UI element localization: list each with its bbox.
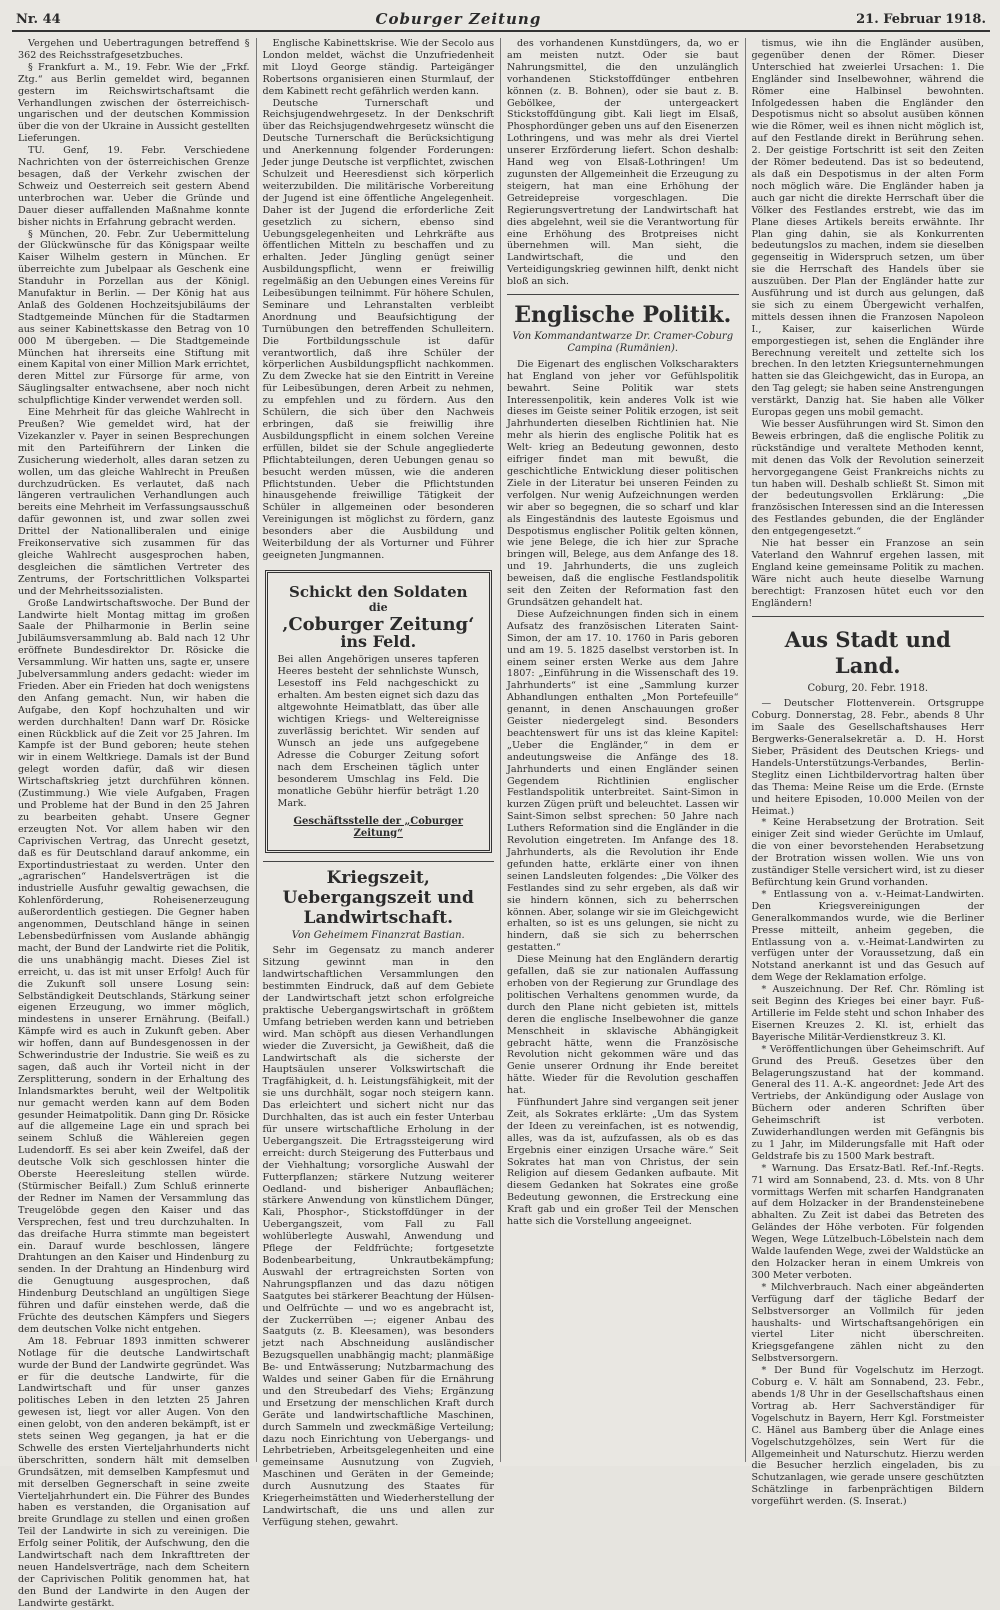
paragraph: des vorhandenen Kunstdüngers, da, wo er am meisten nutzt. Oder sie baut Nahrungsmittel, die den unzulänglich vorhandenen Stickstoffdünger entbehren können (z. B. Bohnen), oder sie baut z. B. Gebölkee, der untergeackert Stickstoffdüngung gibt. Kali liegt im Elsaß, Phosphordünger geben uns auf den Eisenerzen Lothringens, und was mehr als drei Viertel unserer Erzförderung liefert. Schon deshalb: Hand weg von Elsaß-Lothringen! Um zugunsten der Allgemeinheit die Erzeugung zu steigern, hat man eine Erhöhung der Getreidepreise vorgeschlagen. Die Regierungsvertretung der Landwirtschaft hat dies abgelehnt, weil sie die Verantwortung für eine Erhöhung des Brotpreises nicht übernehmen will. Man sieht, die Landwirtschaft, die und den Verteidigungskrieg gewinnen hilft, denkt nicht bloß an sich. — [507, 38, 739, 288]
news-item: * Veröffentlichungen über Geheimschrift. Auf Grund des Preuß. Gesetzes über den Belagerungszustand hat der kommand. General des 11. A.-K. angeordnet: Jede Art des Vertriebs, der Ankündigung oder Auslage von Büchern oder anderen Schriften über Geheimschrift ist verboten. Zuwiderhandlungen werden mit Gefängnis bis zu 1 Jahr, im Milderungsfalle mit Haft oder Geldstrafe bis zu 1500 Mark bestraft. — [751, 1043, 984, 1162]
page-header — [12, 8, 990, 32]
column-2 — [257, 38, 502, 1528]
dateline: Coburg, 20. Febr. 1918. — [807, 682, 928, 694]
article-byline: Von Geheimem Finanzrat Bastian. — [291, 929, 465, 941]
advert-newspaper-name: ‚Coburger Zeitung‘ — [282, 613, 475, 635]
paragraph: Am 18. Februar 1893 inmitten schwerer Notlage für die deutsche Landwirtschaft wurde der Bund der Landwirte gegründet. Was er für die deutsche Landwirte, für die Landwirtschaft und für unser ganzes politisches Leben in den letzten 25 Jahren gewesen ist, liegt vor aller Augen. Von den einen gelobt, von den anderen bekämpft, ist er stets seinen Weg gegangen, ja hat er die Schwelle des ersten Vierteljahrhunderts nicht überschritten, sondern hält mit demselben Grundsätzen, mit demselben Kampfesmut und mit derselben Gegnerschaft in seine zweite Vierteljahrhundert ein. Die Führer des Bundes haben es verstanden, die Organisation auf breite Grundlage zu stellen und einen großen Teil der Landwirte in sich zu vereinigen. Die Erfolg seiner Politik, der Aufschwung, den die Landwirtschaft nach dem Inkrafttreten der neuen Handelsverträge, nach dem Scheitern der Caprivischen Politik genommen hat, hat den Bund der Landwirte in den Augen der Landwirte gestärkt. — [18, 1335, 250, 1609]
news-item: * Der Bund für Vogelschutz im Herzogt. Coburg e. V. hält am Sonnabend, 23. Febr., abends 1/8 Uhr in der Gesellschaftshaus einen Vortrag ab. Herr Sachverständiger für Vogelschutz in Bayern, Herr Kgl. Forstmeister C. Hänel aus Bamberg über die Anlage eines Vogelschutzgehölzes, sein Wert für die Allgemeinheit und Naturschutz. Hierzu werden die Besucher herzlich eingeladen, bis zu Schutzanlagen, wie gerade unsere geschützten Schätzlinge in farbenprächtigen Bildern vorgeführt werden. (S. Inserat.) — [751, 1365, 984, 1508]
paragraph: Große Landwirtschaftswoche. Der Bund der Landwirte hielt Montag mittag im großen Saale der Philharmonie in Berlin seine Jubiläumsversammlung ab. Bald nach 12 Uhr eröffnete Bundesdirektor Dr. Rösicke die Versammlung. Wir hatten uns, sagte er, unsere Jubelversammlung anders gedacht: wieder im Frieden. Aber ein Frieden hat doch wenigstens den Anfang gemacht. Nun, wir haben die Aufgabe, den Kopf hochzuhalten und wir werden durchhalten! Dann warf Dr. Rösicke einen Rückblick auf die Zeit vor 25 Jahren. Im Kampfe ist der Bund geboren; heute stehen wir in einem Weltkriege. Damals ist der Bund gelegt worden dafür, daß wir diesen Wirtschaftskrieg jetzt durchführen können. (Zustimmung.) Wie viele Aufgaben, Fragen und Probleme hat der Bund in den 25 Jahren zu bearbeiten gehabt. Unsere Gegner erzeugten Not. Vor allem haben wir den Caprivischen Vertrag, das Unrecht gesetzt, daß es für Deutschland darauf ankomme, ein Exportindustriestaat zu werden. Unter den „agrarischen“ Handelsverträgen ist die industrielle Ausfuhr gewaltig gewachsen, die Kohlenförderung, Roheisenerzeugung außerordentlich gestiegen. Die Gegner haben angenommen, Deutschland hänge in seinen Lebensbedürfnissen vom Auslande abhängig macht, der Bund der Landwirte riet die Politik, die uns unabhängig macht. Dieses Ziel ist erreicht, u. das ist mit unser Erfolg! Auch für die Zukunft soll unsere Losung sein: Selbständigkeit Deutschlands, Stärkung seiner eigenen Erzeugung, wo immer möglich, mindestens in unserer Ernährung. (Beifall.) Kämpfe wird es auch in Zukunft geben. Aber wir hoffen, dann auf Bundesgenossen in der Schwerindustrie der Industrie. Sie weiß es zu sagen, daß auch ihr Vorteil nicht in der Zersplitterung, sondern in der Erhaltung des Inlandsmarktes beruht, weil der Weltpolitik nur gemacht werden kann auf dem Boden gesunder Heimatpolitik. Dann ging Dr. Rösicke auf die allgemeine Lage ein und sprach bei seinem Schluß die Wählereien gegen Ludendorff. Es sei aber kein Zweifel, daß der deutsche Volk sich geschlossen hinter die Oberste Heeresleitung stellen würde. (Stürmischer Beifall.) Zum Schluß erinnerte der Redner im Namen der Versammlung das Treugelöbde gegen den Kaiser und das Versprechen, fest und treu durchzuhalten. In das dreifache Hurra stimmte man begeistert ein. Darauf wurde beschlossen, längere Drahtungen an den Kaiser und Hindenburg zu senden. In der Drahtung an Hindenburg wird die Genugtuung ausgesprochen, daß Hindenburg Deutschland an ungültigen Siege führen und dafür einstehen werde, daß die Früchte des deutschen Kämpfers und Siegers dem deutschen Volke nicht entgehen. — [18, 597, 250, 1335]
paragraph: Eine Mehrheit für das gleiche Wahlrecht in Preußen? Wie gemeldet wird, hat der Vizekanzler v. Payer in seinen Besprechungen mit den Parteiführern der Linken die Zusicherung wiederholt, alles daran setzen zu wollen, um das gleiche Wahlrecht in Preußen durchzudrücken. Es verlautet, daß nach längeren vertraulichen Verhandlungen auch bereits eine Mehrheit im Verfassungsausschuß dafür gewonnen ist, und zwar sollen zwei Drittel der Nationalliberalen und einige Freikonservative sich zusammen für das gleiche Wahlrecht ausgesprochen haben, desgleichen die sämtlichen Vertreter des Zentrums, der Fortschrittlichen Volkspartei und der Mehrheitssozialisten. — [18, 407, 250, 597]
subscription-advert — [265, 570, 493, 853]
paragraph: Diese Aufzeichnungen finden sich in einem Aufsatz des französischen Literaten Saint-Simon, der am 17. 10. 1760 in Paris geboren und am 19. 5. 1825 daselbst verstorben ist. In einem seiner ersten Werke aus dem Jahre 1807: „Einführung in die Wissenschaft des 19. Jahrhunderts“ ist eine „Sammlung kurzer Abhandlungen enthalten „Mon Portefeuille“ genannt, in denen Anschauungen großer Geister niedergelegt sind. Besonders beachtenswert für uns ist das kleine Kapitel: „Ueber die Engländer,“ in dem er andeutungsweise die Anfänge des 18. Jahrhunderts und einen Engländer seinen Gegendem Richtlinien englischer Festlandspolitik unterbreitet. Saint-Simon in kurzen Zügen prüft und beleuchtet. Lassen wir Saint-Simon selbst sprechen: 50 Jahre nach Luthers Reformation sind die Engländer in die Revolution eingetreten. Im Anfange des 18. Jahrhunderts, als die Revolution ihr Ende gefunden hatte, erklärte einer von ihnen seinen Landsleuten folgendes: „Die Völker des Festlandes sind zu sehr ergeben, als daß wir sie hindern können, sich zu beherrschen können. Aber, solange wir sie im Gleichgewicht erhalten, so ist es uns gelungen, sie nicht zu hindern, daß sie sich zu beherrschen gestatten.“ — [507, 608, 739, 954]
divider — [263, 861, 495, 862]
article-title: Kriegszeit, Uebergangszeit und Landwirtschaft. — [282, 867, 474, 928]
section-title: Aus Stadt und Land. — [784, 626, 951, 678]
issue-date: 21. Februar 1918. — [856, 11, 986, 27]
column-4 — [746, 38, 991, 1508]
paragraph: Deutsche Turnerschaft und Reichsjugendwehrgesetz. In der Denkschrift über das Reichsjugendwehrgesetz wünscht die Deutsche Turnerschaft die Berücksichtigung und Anerkennung folgender Forderungen: Jeder junge Deutsche ist verpflichtet, zwischen Schulzeit und Heeresdienst sich körperlich weiterzubilden. Die militärische Vorbereitung der Jugend ist eine öffentliche Angelegenheit. Daher ist der Jugend die erforderliche Zeit gesetzlich zu sichern, ebenso sind Uebungsgelegenheiten und Lehrkräfte aus öffentlichen Mitteln zu beschaffen und zu erhalten. Jeder Jüngling genügt seiner Ausbildungspflicht, wenn er freiwillig regelmäßig an den Uebungen eines Vereins für Leibesübungen teilnimmt. Für höhere Schulen, Seminare und Lehranstalten verbleibt Anordnung und Beaufsichtigung der Turnübungen den betreffenden Schulleitern. Die Fortbildungsschule ist dafür verantwortlich, daß ihre Schüler der körperlichen Ausbildungspflicht nachkommen. Zu dem Zwecke hat sie den Eintritt in Vereine für Leibesübungen, deren Arbeit zu nehmen, zu empfehlen und zu fördern. Aus den Schülern, die sich über den Nachweis erbringen, daß sie freiwillig ihre Ausbildungspflicht in einem solchen Vereine erfüllen, bildet sie der Schule angegliederte Pflichtabteilungen, deren Uebungen genau so besucht werden müssen, wie die anderen Pflichtstunden. Ueber die Pflichtstunden hinausgehende freiwillige Tätigkeit der Schüler in allgemeinen oder besonderen Vereinigungen ist möglichst zu fördern, ganz besonders aber die Ausbildung und Weiterbildung der als Vorturner und Führer geeigneten Jungmannen. — [262, 97, 494, 561]
masthead: Coburger Zeitung — [375, 10, 542, 28]
column-3 — [501, 38, 746, 1462]
paragraph: § Frankfurt a. M., 19. Febr. Wie der „Frkf. Ztg.“ aus Berlin gemeldet wird, begannen gestern im Reichswirtschaftsamt die Verhandlungen zwischen der österreichisch-ungarischen und der deutschen Kommission über die von der Ukraine in Aussicht gestellten Lieferungen. — [18, 61, 250, 145]
paragraph: Fünfhundert Jahre sind vergangen seit jener Zeit, als Sokrates erklärte: „Um das System der Ideen zu vereinfachen, ist es notwendig, alles, was da ist, aufzufassen, als ob es das Ergebnis einer einzigen Ursache wäre.“ Seit Sokrates hat man von Christus, der sein Religion auf diesem Gedanken aufbaute. Mit diesem Gedanken hat Sokrates eine große Bedeutung gewonnen, die Erstreckung eine Kraft gab und ein großer Teil der Menschen hatte sich die Vorstellung angeeignet. — [507, 1097, 739, 1228]
news-item: * Auszeichnung. Der Ref. Chr. Römling ist seit Beginn des Krieges bei einer bayr. Fuß-Artillerie im Felde steht und schon Inhaber des Eisernen Kreuzes 2. Kl. ist, erhielt das Bayerische Militär-Verdienstkreuz 3. Kl. — [751, 984, 984, 1043]
news-item: * Entlassung von a. v.-Heimat-Landwirten. Den Kriegsvereinigungen der Generalkommandos wurde, wie die Berliner Presse mitteilt, anheim gegeben, die Entlassung von a. v.-Heimat-Landwirten zu verfügen unter der Voraussetzung, daß ein Notstand anerkannt ist und das Gesuch auf dem Wege der Reklamation erfolge. — [751, 888, 984, 984]
advert-headline: Schickt den Soldaten — [288, 582, 468, 601]
news-item: — Deutscher Flottenverein. Ortsgruppe Coburg. Donnerstag, 28. Febr., abends 8 Uhr im Saale des Gesellschaftshauses Herr Bergwerks-Generalsekretär a. D. H. Horst Sieber, Präsident des Deutschen Kriegs- und Handels-Unterstützungs-Verbandes, Berlin-Steglitz einen Lichtbildervortrag halten über das Thema: Meine Reise um die Erde. (Ernste und heitere Episoden, 10.000 Meilen von der Heimat.) — [751, 698, 984, 817]
issue-number: Nr. 44 — [16, 11, 61, 27]
paragraph: Englische Kabinettskrise. Wie der Secolo aus London meldet, wächst die Unzufriedenheit mit Lloyd George ständig. Parteigänger Robertsons organisieren einen Sturmlauf, der dem Kabinett recht gefährlich werden kann. — [262, 38, 494, 97]
advert-signature: Geschäftsstelle der „Coburger Zeitung“ — [293, 815, 464, 839]
article-byline: Von Kommandantwarze Dr. Cramer-Coburg Campina (Rumänien). — [512, 331, 734, 354]
column-1 — [12, 38, 257, 1609]
paragraph: tismus, wie ihn die Engländer ausüben, gegenüber denen der Römer. Dieser Unterschied hat zweierlei Ursachen: 1. Die Engländer sind Inselbewohner, während die Römer eine Halbinsel bewohnten. Infolgedessen haben die Engländer den Despotismus nicht so absolut ausüben können wie die Römer, weil es ihnen nicht möglich ist, auf den Festlande direkt in Berührung sehen. 2. Der geistige Fortschritt ist seit den Zeiten der Römer bedeutend. Das ist so bedeutend, als daß ein Despotismus in der alten Form noch möglich wäre. Die Engländer haben ja auch gar nicht die direkte Herrschaft über die Völker des Festlandes erstrebt, wie das im Plane dieses Artikels bereits erwähnte. Ihr Plan ging dahin, sie als Konkurrenten bedeutungslos zu machen, indem sie dieselben gegenseitig in Widerspruch setzen, um über sie die Herrschaft des Handels über sie auszuüben. Der Plan der Engländer hatte zur Ausführung und ist durch aus gelungen, daß sie sich zu einem Übergewicht verhalfen, mittels dessen ihnen die Franzosen Napoleon I., Kaiser, zur kaiserlichen Würde emporgestiegen ist, sehen die Engländer ihre Berechnung vereitelt und zettelte sich los brechen. In den letzten Kriegsunternehmungen hatten sie das Gleichgewicht, das in Europa, an den Tag gelegt; sie haben seine Anstrengungen verstärkt, Danzig hat. Sie haben alle Völker Europas gegen uns mobil gemacht. — [751, 38, 984, 419]
news-item: * Warnung. Das Ersatz-Batl. Ref.-Inf.-Regts. 71 wird am Sonnabend, 23. d. Mts. von 8 Uhr vormittags Werfen mit scharfen Handgranaten auf dem Holzacker in der Brandensteinebene abhalten. Zu Zeit ist dabei das Betreten des Geländes der Höhe verboten. Für folgenden Wegen, Wege Lützelbuch-Löbelstein nach dem Walde laufenden Wege, zwei der Waldstücke an den Holzacker heran in einem Umkreis von 300 Meter verboten. — [751, 1162, 984, 1281]
advert-headline-end: ins Feld. — [340, 631, 417, 651]
news-item: * Keine Herabsetzung der Brotration. Seit einiger Zeit sind wieder Gerüchte im Umlauf, die von einer bevorstehenden Herabsetzung der Brotration wissen wollen. Wie uns von zuständiger Stelle versichert wird, ist zu dieser Befürchtung kein Grund vorhanden. — [751, 817, 984, 888]
divider — [752, 616, 985, 617]
news-item: * Milchverbrauch. Nach einer abgeänderten Verfügung darf der tägliche Bedarf der Selbstversorger an Vollmilch für jeden haushalts- und Wirtschaftsangehörigen ein viertel Liter nicht überschreiten. Kriegsgefangene zählen nicht zu den Selbstversorgern. — [751, 1281, 984, 1365]
paragraph: Sehr im Gegensatz zu manch anderer Sitzung gewinnt man in den landwirtschaftlichen Versammlungen den bestimmten Eindruck, daß auf dem Gebiete der Landwirtschaft jetzt schon erfolgreiche praktische Uebergangswirtschaft in größtem Umfang betrieben werden kann und betrieben wird. Man schöpft aus diesen Verhandlungen wieder die Zuversicht, ja Gewißheit, daß die Landwirtschaft als die sicherste der Hauptsäulen unserer Volkswirtschaft die Tragfähigkeit, d. h. Leistungsfähigkeit, mit der sie uns durchhält, sogar noch steigern kann. Das erleichtert und sichert nicht nur das Durchhalten, das ist auch ein fester Unterbau für unsere wirtschaftliche Erholung in der Uebergangszeit. Die Ertragssteigerung wird erreicht: durch Steigerung des Futterbaus und der Viehhaltung; vorsorgliche Auswahl der Futterpflanzen; stärkere Nutzung weiterer Oedland- und bisheriger Anbauflächen; stärkere Anwendung von künstlichem Dünger, Kali, Phosphor-, Stickstoffdünger in der Uebergangszeit, vom Fall zu Fall wohlüberlegte Auswahl, Anwendung und Pflege der Feldfrüchte; fortgesetzte Bodenbearbeitung, Unkrautbekämpfung; Auswahl der ertragreichsten Sorten von Nahrungspflanzen und das dazu nötigen Saatgutes bei stärkerer Beachtung der Hülsen- und Oelfrüchte — und wo es angebracht ist, der Zuckerrüben —; eigener Anbau des Saatguts (z. B. Kleesamen), was besonders jetzt nach Abschneidung ausländischer Bezugsquellen unabhängig macht; planmäßige Be- und Entwässerung; Nutzbarmachung des Waldes und seiner Gaben für die Ernährung und den Streubedarf des Viehs; Ergänzung und Ersetzung der menschlichen Kraft durch Geräte und landwirtschaftliche Maschinen, durch Sammeln und zweckmäßige Verteilung; dazu noch Einrichtung von Uebergangs- und Lehrbetrieben, Arbeitsgelegenheiten und eine gemeinsame Ausnutzung von Zugvieh, Maschinen und Geräten in der Gemeinde; durch Ausnutzung des Staates für Kriegerheimstätten und Wiederherstellung der Landwirtschaft, die uns und allen zur Verfügung stehen, gewahrt. — [262, 945, 494, 1528]
columns — [12, 38, 990, 1609]
paragraph: Diese Meinung hat den Engländern derartig gefallen, daß sie zur nationalen Auffassung erhoben von der Regierung zur Grundlage des politischen Verhaltens genommen wurde, da durch den Plane nicht gebieten ist, mittels deren die englische Inselbewohner die ganze Menschheit in sklavische Abhängigkeit gebracht hätte, wenn die Französische Revolution nicht gekommen wäre und das Genie unserer Ordnung ihr Ende bereitet hätte. Wieder für die Revolution geschaffen hat. — [507, 954, 739, 1097]
advert-body: Bei allen Angehörigen unseres tapferen Heeres besteht der sehnlichste Wunsch, Lesestoff ins Feld nachgeschickt zu erhalten. Am besten eignet sich dazu das altgewohnte Heimatblatt, das über alle wichtigen Kriegs- und Weltereignisse zuverlässig berichtet. Wir senden auf Wunsch an jede uns aufgegebene Adresse die Coburger Zeitung sofort nach dem Erscheinen täglich unter besonderem Umschlag ins Feld. Die monatliche Gebühr hierfür beträgt 1.20 Mark. — [277, 653, 479, 809]
divider — [507, 294, 739, 295]
advert-headline-article: die — [368, 600, 388, 614]
paragraph: Nie hat besser ein Franzose an sein Vaterland den Wahnruf ergehen lassen, mit England keine gemeinsame Politik zu machen. Wäre nicht auch heute dieselbe Warnung berechtigt: Franzosen hütet euch vor den Engländern! — [751, 538, 984, 609]
paragraph: TU. Genf, 19. Febr. Verschiedene Nachrichten von der österreichischen Grenze besagen, daß der Verkehr zwischen der Schweiz und Oesterreich seit gestern Abend unterbrochen war. Ueber die Gründe und Dauer dieser auffallenden Maßnahme konnte bisher nichts in Erfahrung gebracht werden. — [18, 145, 250, 228]
article-title: Englische Politik. — [514, 302, 732, 329]
paragraph: Wie besser Ausführungen wird St. Simon den Beweis erbringen, daß die englische Politik zu rückständige und veraltete Methoden kennt, mit denen das Volk der Revolution seinerzeit hervorgegangene Geist Frankreichs nichts zu tun haben will. Deshalb schließt St. Simon mit der bedeutungsvollen Erklärung: „Die französischen Interessen sind an die Interessen des Festlandes gebunden, die der Engländer den entgegengesetzt.“ — [751, 419, 984, 538]
paragraph: § München, 20. Febr. Zur Uebermittelung der Glückwünsche für das Königspaar weilte Kaiser Wilhelm gestern in München. Er überreichte zum Jubelpaar als Geschenk eine Standuhr in Porzellan aus der Königl. Manufaktur in Berlin. — Der König hat aus Anlaß des Goldenen Hochzeitsjubiläums der Stadtgemeinde München für die Stadtarmen aus seiner Kabinettskasse den Betrag von 10 000 M übergeben. — Die Stadtgemeinde München hat ihrerseits eine Stiftung mit einem Kapital von einer Million Mark errichtet, deren Mittel zur Fürsorge für arme, von Säuglingsalter entwachsene, aber noch nicht schulpflichtige Kinder verwendet werden soll. — [18, 228, 250, 407]
paragraph: Die Eigenart des englischen Volkscharakters hat England von jeher vor Gefühlspolitik bewahrt. Seine Politik war stets Interessenpolitik, kein anderes Volk ist wie dieses im Geiste seiner Politik erzogen, ist seit Jahrhunderten dieselben Richtlinien hat. Nie mehr als hierin des englische Politik hat es Welt- krieg an Bedeutung gewonnen, desto eifriger findet man mit bewußt, die geschichtliche Entwicklung dieser politischen Ziele in der Literatur bei unseren Feinden zu verfolgen. Nur wenig Aufzeichnungen werden wir aber so begegnen, die so scharf und klar als Eingeständnis des lauteste Egoismus und Despotismus englischer Politik gelten können, wie jene Belege, die ich hier zur Sprache bringen will, Belege, aus dem Anfange des 18. und 19. Jahrhunderts, die uns zugleich beweisen, daß die englische Festlandspolitik seit den Zeiten der Reformation fast den Grundsätzen gehandelt hat. — [507, 358, 739, 608]
paragraph: Vergehen und Uebertragungen betreffend § 362 des Reichsstrafgesetzbuches. — [18, 38, 250, 61]
